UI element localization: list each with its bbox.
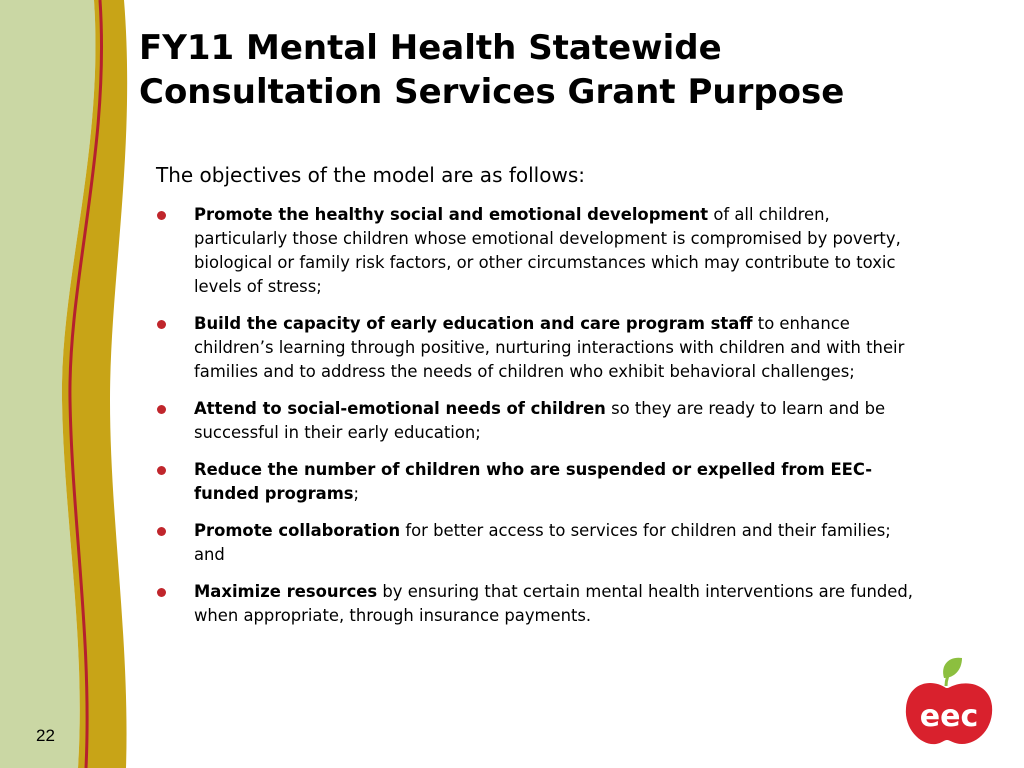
objective-text: by ensuring that certain mental health interventions are funded, when appropriate, through insurance payments.: [194, 582, 914, 625]
logo-leaf: [943, 658, 962, 678]
objective-bold: Build the capacity of early education and care program staff: [194, 314, 753, 333]
title-line-2: Consultation Services Grant Purpose: [139, 72, 845, 112]
objective-bold: Promote collaboration: [194, 521, 401, 540]
page-number: 22: [36, 726, 55, 745]
objective-item: [156, 203, 916, 299]
bullet-dot-icon: [157, 527, 166, 536]
objective-text: so they are ready to learn and be successful in their early education;: [194, 399, 886, 442]
bullet-dot-icon: [157, 320, 166, 329]
objective-bold: Attend to social-emotional needs of children: [194, 399, 606, 418]
objective-item: [156, 397, 916, 445]
objective-bold: Maximize resources: [194, 582, 378, 601]
bullet-dot-icon: [157, 588, 166, 597]
objective-text: of all children, particularly those children whose emotional development is compromised by poverty, biological or family risk factors, or other circumstances which may contribute to toxic levels of stress;: [194, 205, 901, 296]
objective-item: [156, 312, 916, 384]
eec-apple-logo-icon: [900, 652, 996, 748]
bullet-dot-icon: [157, 211, 166, 220]
objective-item: [156, 580, 916, 628]
objective-text: ;: [353, 484, 360, 503]
objectives-list: [156, 203, 916, 641]
objective-item: [156, 458, 916, 506]
title-line-1: FY11 Mental Health Statewide: [139, 28, 722, 68]
objective-item: [156, 519, 916, 567]
intro-text: The objectives of the model are as follows:: [156, 163, 585, 187]
bullet-dot-icon: [157, 405, 166, 414]
bullet-dot-icon: [157, 466, 166, 475]
objective-text: to enhance children’s learning through positive, nurturing interactions with children and with their families and to address the needs of children who exhibit behavioral challenges;: [194, 314, 905, 381]
objective-bold: Reduce the number of children who are suspended or expelled from EEC-funded programs: [194, 460, 873, 503]
slide-title: [139, 26, 999, 114]
objective-bold: Promote the healthy social and emotional development: [194, 205, 709, 224]
objective-text: for better access to services for children and their families; and: [194, 521, 891, 564]
logo-text: eec: [919, 699, 979, 734]
